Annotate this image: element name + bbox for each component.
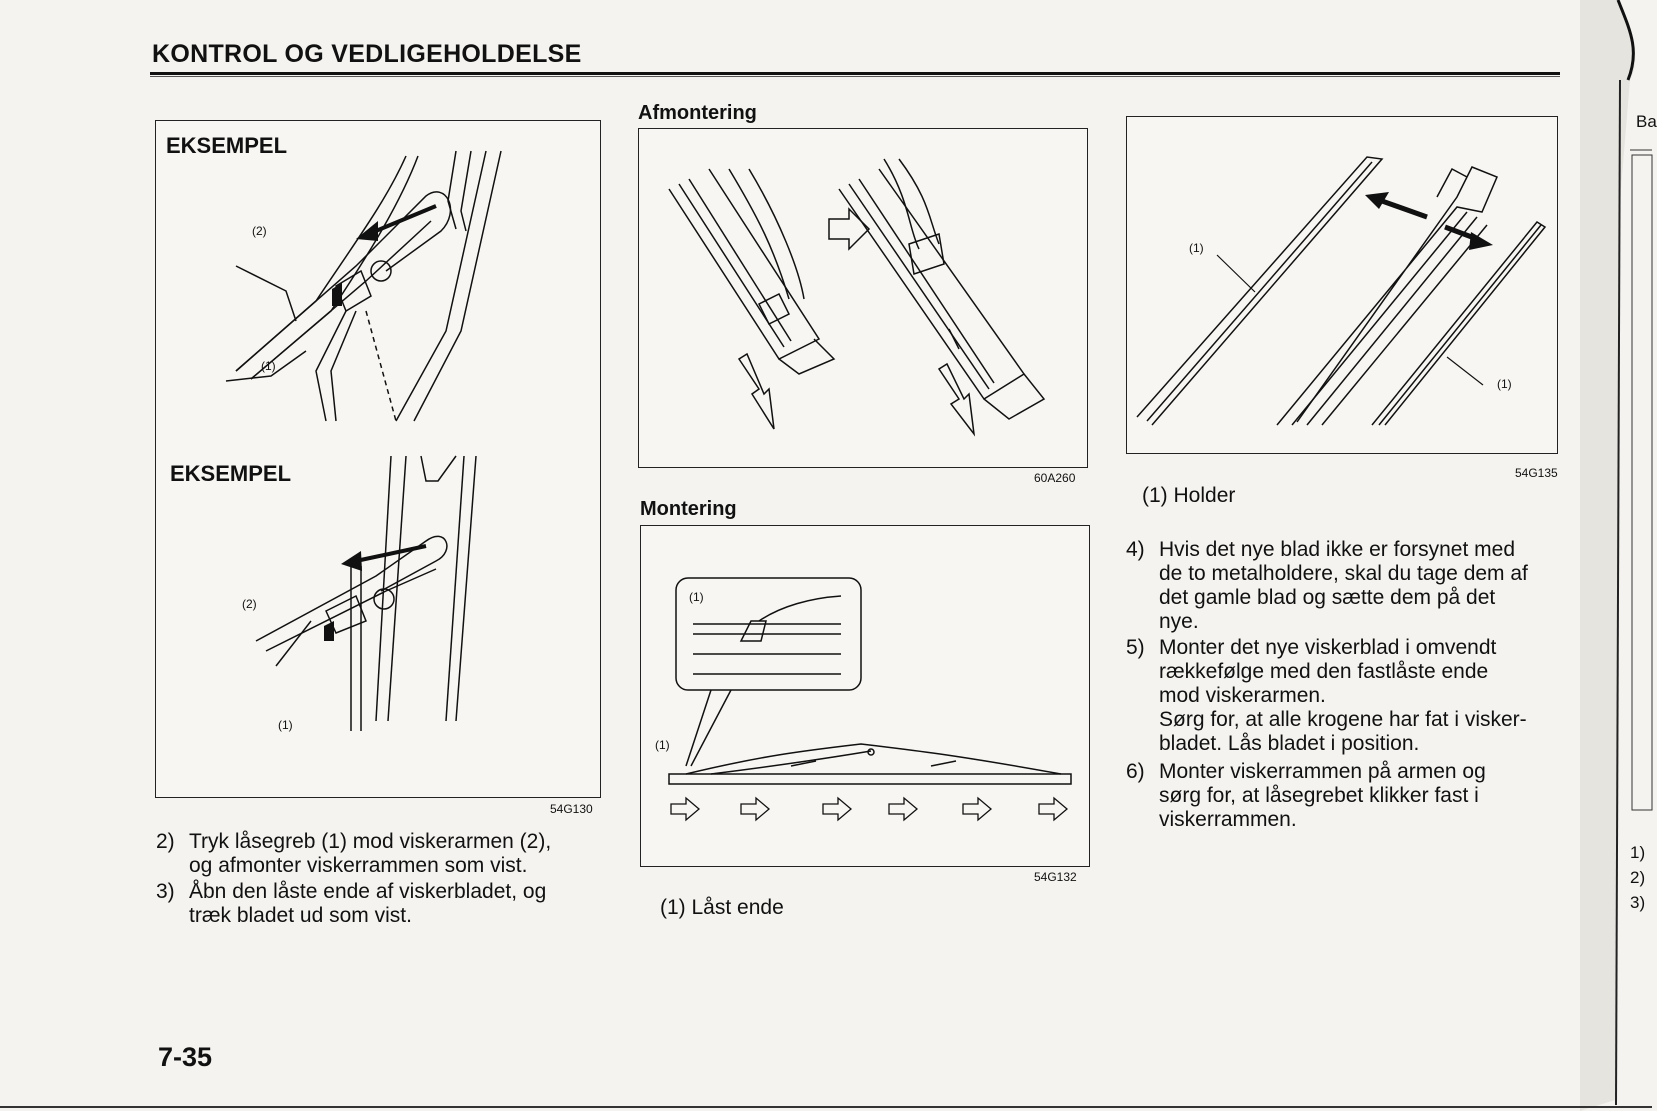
header-rule <box>150 72 1560 75</box>
afmontering-figure-box <box>638 128 1088 468</box>
left-figure-code: 54G130 <box>550 802 593 816</box>
step-text-line: det gamle blad og sætte dem på det <box>1159 586 1496 609</box>
holder-figure-code: 54G135 <box>1515 466 1558 480</box>
header-rule-thin <box>150 76 1560 77</box>
step-text-line: træk bladet ud som vist. <box>189 904 412 927</box>
step-text-line: Monter viskerrammen på armen og <box>1159 760 1486 783</box>
example-label-bottom: EKSEMPEL <box>170 461 292 486</box>
left-figure-box <box>155 120 601 798</box>
step-text-line: viskerrammen. <box>1159 808 1297 831</box>
metal-holder-illustration <box>1127 117 1557 453</box>
montering-caption: (1) Låst ende <box>660 896 784 919</box>
page-title: KONTROL OG VEDLIGEHOLDELSE <box>152 40 582 68</box>
next-page-item: 3) <box>1630 893 1646 912</box>
wiper-release-illustration <box>156 121 600 797</box>
step-text-line: Tryk låsegreb (1) mod viskerarmen (2), <box>189 830 552 853</box>
step-text-line: mod viskerarmen. <box>1159 684 1326 707</box>
step-text-line: bladet. Lås bladet i position. <box>1159 732 1420 755</box>
holder-figure-box <box>1126 116 1558 454</box>
next-page-item: 2) <box>1630 868 1646 887</box>
step-number: 5) <box>1126 636 1145 659</box>
step-text-line: de to metalholdere, skal du tage dem af <box>1159 562 1528 585</box>
step-text-line: sørg for, at låsegrebet klikker fast i <box>1159 784 1479 807</box>
holder-callout-b: (1) <box>1497 377 1512 391</box>
step-number: 3) <box>156 880 175 903</box>
callout-1-bottom: (1) <box>278 718 293 732</box>
callout-1-top: (1) <box>261 359 276 373</box>
blade-removal-illustration <box>639 129 1087 467</box>
montering-code: 54G132 <box>1034 870 1077 884</box>
step-number: 2) <box>156 830 175 853</box>
step-text-line: Monter det nye viskerblad i omvendt <box>1159 636 1497 659</box>
spine-shadow <box>1580 0 1652 1111</box>
next-page-fragment: Ba <box>1636 112 1657 131</box>
step-text-line: Sørg for, at alle krogene har fat i visker- <box>1159 708 1527 731</box>
book-spine-edge <box>1580 0 1657 1111</box>
step-text-line: rækkefølge med den fastlåste ende <box>1159 660 1489 683</box>
next-page-item: 1) <box>1630 843 1646 862</box>
step-text-line: Hvis det nye blad ikke er forsynet med <box>1159 538 1515 561</box>
callout-2-bottom: (2) <box>242 597 257 611</box>
page-number: 7-35 <box>158 1042 213 1072</box>
step-text-line: nye. <box>1159 610 1199 633</box>
afmontering-code: 60A260 <box>1034 471 1076 485</box>
montering-callout: (1) <box>655 738 670 752</box>
holder-caption: (1) Holder <box>1142 484 1236 507</box>
montering-figure-box <box>640 525 1090 867</box>
montering-callout-inset: (1) <box>689 590 704 604</box>
bottom-edge <box>0 1106 1652 1108</box>
blade-mounting-illustration <box>641 526 1089 866</box>
holder-callout-a: (1) <box>1189 241 1204 255</box>
step-number: 6) <box>1126 760 1145 783</box>
callout-2-top: (2) <box>252 224 267 238</box>
montering-title: Montering <box>640 498 737 520</box>
example-label-top: EKSEMPEL <box>166 133 288 158</box>
step-text-line: Åbn den låste ende af viskerbladet, og <box>189 880 547 903</box>
step-text-line: og afmonter viskerrammen som vist. <box>189 854 528 877</box>
afmontering-title: Afmontering <box>638 102 757 124</box>
step-number: 4) <box>1126 538 1145 561</box>
